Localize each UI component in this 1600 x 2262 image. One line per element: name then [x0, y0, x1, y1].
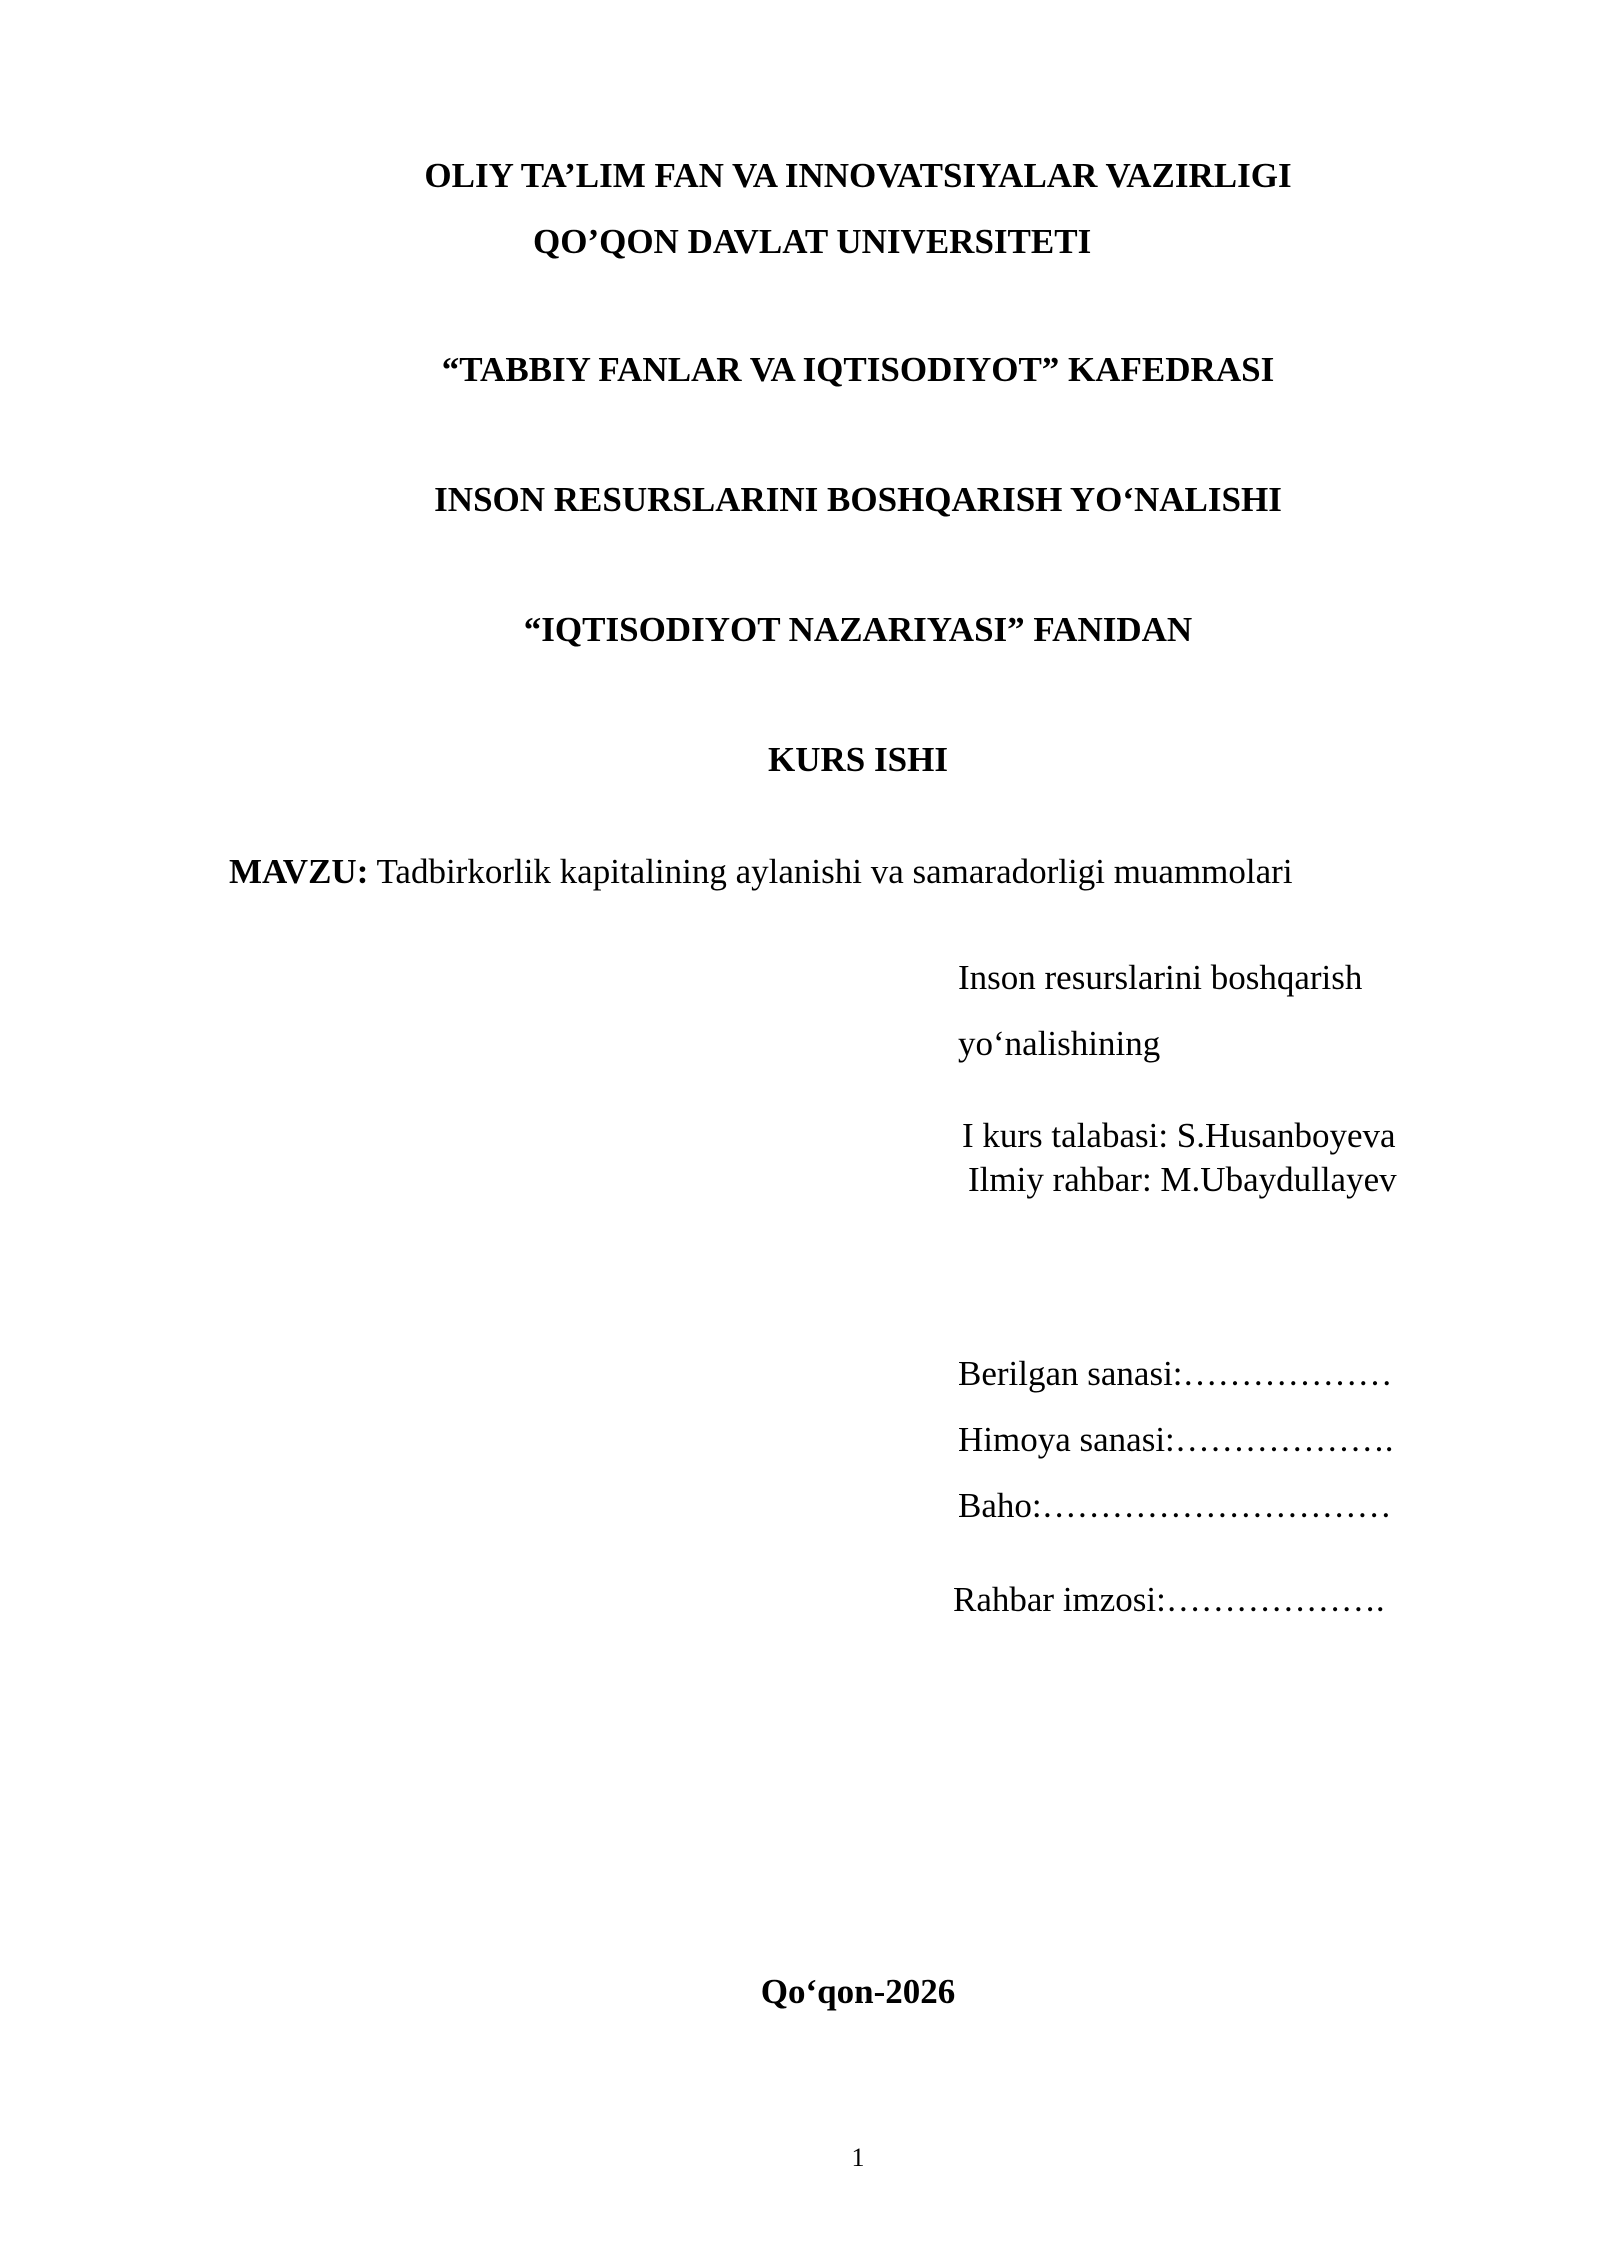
direction-title: INSON RESURSLARINI BOSHQARISH YO‘NALISHI — [434, 480, 1282, 519]
ministry-title: OLIY TA’LIM FAN VA INNOVATSIYALAR VAZIRLIGI — [424, 156, 1292, 195]
topic-text: Tadbirkorlik kapitalining aylanishi va samaradorligi muammolari — [368, 852, 1293, 891]
student-name: I kurs talabasi: S.Husanboyeva — [962, 1116, 1396, 1155]
defense-date-field: Himoya sanasi:………………. — [958, 1420, 1394, 1459]
signature-field: Rahbar imzosi:………………. — [953, 1580, 1385, 1619]
department-title: “TABBIY FANLAR VA IQTISODIYOT” KAFEDRASI — [441, 350, 1275, 389]
topic-label: MAVZU: — [229, 852, 369, 891]
university-title: QO’QON DAVLAT UNIVERSITETI — [533, 222, 1092, 261]
major-line-1: Inson resurslarini boshqarish — [958, 958, 1363, 997]
work-type-title: KURS ISHI — [768, 740, 948, 779]
page-number: 1 — [851, 2143, 865, 2172]
supervisor-name: Ilmiy rahbar: M.Ubaydullayev — [968, 1160, 1397, 1199]
topic-line — [229, 852, 1293, 892]
major-line-2: yo‘nalishining — [958, 1024, 1161, 1063]
city-year: Qo‘qon-2026 — [760, 1972, 956, 2011]
grade-field: Baho:………………………… — [958, 1486, 1392, 1525]
given-date-field: Berilgan sanasi:……………… — [958, 1354, 1393, 1393]
subject-title: “IQTISODIYOT NAZARIYASI” FANIDAN — [523, 610, 1193, 649]
